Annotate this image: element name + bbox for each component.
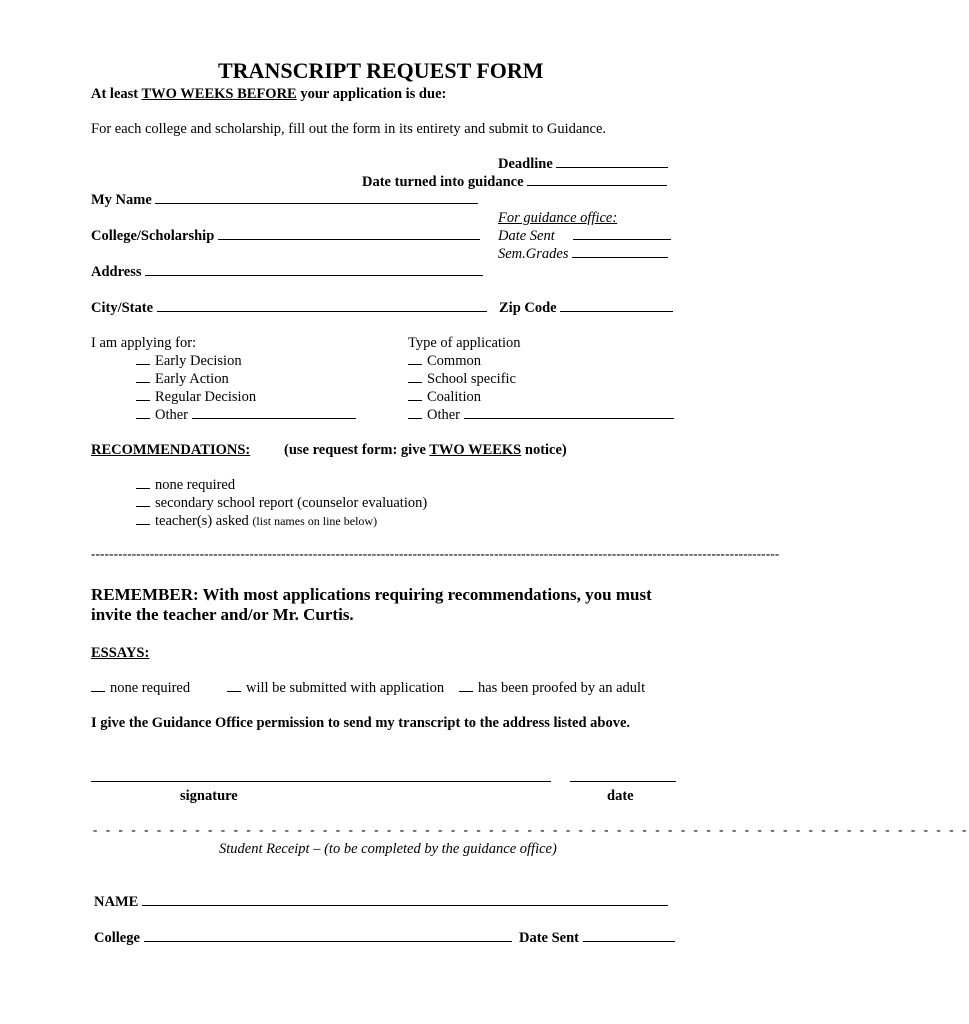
deadline-line[interactable] xyxy=(556,155,668,168)
intro-emphasis: TWO WEEKS BEFORE xyxy=(141,86,297,102)
dashed-separator: -------------------------------------------------------------------------------------------------------------------------------------------------------- xyxy=(91,546,780,561)
option-label: Regular Decision xyxy=(155,389,257,405)
option-label: teacher(s) asked xyxy=(155,513,253,529)
option-label: secondary school report (counselor evaluation) xyxy=(155,495,428,511)
my-name-field xyxy=(91,191,478,209)
receipt-name-line[interactable] xyxy=(142,893,668,906)
receipt-date-sent-line[interactable] xyxy=(583,929,675,942)
my-name-label: My Name xyxy=(91,192,152,208)
app-type-option-other[interactable] xyxy=(408,406,674,424)
checkbox-blank[interactable] xyxy=(136,476,150,489)
intro-line xyxy=(91,85,446,103)
address-line[interactable] xyxy=(145,263,483,276)
checkbox-blank[interactable] xyxy=(136,352,150,365)
rec-option-secondary-school-report[interactable] xyxy=(136,494,427,512)
app-type-option-common[interactable] xyxy=(408,352,481,370)
option-label: has been proofed by an adult xyxy=(478,680,646,696)
checkbox-blank[interactable] xyxy=(136,406,150,419)
essays-heading: ESSAYS: xyxy=(91,645,150,661)
essay-option-will-be-submitted[interactable] xyxy=(227,679,444,697)
date-label: date xyxy=(607,788,634,804)
option-label: none required xyxy=(155,477,236,493)
recommendations-note xyxy=(284,441,567,459)
signature-line[interactable] xyxy=(91,781,551,782)
receipt-college-line[interactable] xyxy=(144,929,512,942)
checkbox-blank[interactable] xyxy=(459,679,473,692)
intro-prefix: At least xyxy=(91,86,142,102)
guidance-date-sent-label: Date Sent xyxy=(498,228,555,244)
checkbox-blank[interactable] xyxy=(408,388,422,401)
applying-for-heading: I am applying for: xyxy=(91,335,197,351)
address-field xyxy=(91,263,483,281)
college-scholarship-field xyxy=(91,227,480,245)
city-state-field xyxy=(91,299,487,317)
option-label: will be submitted with application xyxy=(246,680,445,696)
guidance-sem-grades-label: Sem.Grades xyxy=(498,246,569,262)
form-title: TRANSCRIPT REQUEST FORM xyxy=(218,58,544,83)
applying-option-early-action[interactable] xyxy=(136,370,229,388)
option-label: Early Action xyxy=(155,371,229,387)
checkbox-blank[interactable] xyxy=(136,512,150,525)
applying-option-early-decision[interactable] xyxy=(136,352,242,370)
guidance-date-sent-line[interactable] xyxy=(573,227,671,240)
date-turned-in-line[interactable] xyxy=(527,173,667,186)
receipt-college-label: College xyxy=(94,930,140,946)
checkbox-blank[interactable] xyxy=(136,494,150,507)
checkbox-blank[interactable] xyxy=(408,406,422,419)
checkbox-blank[interactable] xyxy=(227,679,241,692)
checkbox-blank[interactable] xyxy=(408,352,422,365)
receipt-date-sent-field xyxy=(519,929,675,947)
app-type-option-coalition[interactable] xyxy=(408,388,481,406)
city-state-label: City/State xyxy=(91,300,154,316)
option-label: Coalition xyxy=(427,389,481,405)
guidance-sem-grades-line[interactable] xyxy=(572,245,668,258)
application-type-heading: Type of application xyxy=(408,335,521,351)
receipt-date-sent-label: Date Sent xyxy=(519,930,580,946)
rec-option-none-required[interactable] xyxy=(136,476,235,494)
applying-option-regular-decision[interactable] xyxy=(136,388,256,406)
note-suffix: notice) xyxy=(521,442,567,458)
app-type-other-line[interactable] xyxy=(464,406,674,419)
option-label: Other xyxy=(155,407,189,423)
signature-label: signature xyxy=(180,788,238,804)
signature-date-line[interactable] xyxy=(570,781,676,782)
option-label: none required xyxy=(110,680,191,696)
checkbox-blank[interactable] xyxy=(408,370,422,383)
intro-suffix: your application is due: xyxy=(296,86,447,102)
receipt-college-field xyxy=(94,929,512,947)
option-label: Other xyxy=(427,407,461,423)
zip-code-field xyxy=(499,299,673,317)
zip-code-label: Zip Code xyxy=(499,300,557,316)
checkbox-blank[interactable] xyxy=(136,370,150,383)
zip-code-line[interactable] xyxy=(560,299,673,312)
date-turned-in-field xyxy=(362,173,667,191)
essay-option-proofed[interactable] xyxy=(459,679,645,697)
rec-option-teachers-asked[interactable] xyxy=(136,512,377,530)
receipt-name-field xyxy=(94,893,668,911)
college-scholarship-label: College/Scholarship xyxy=(91,228,215,244)
receipt-title: Student Receipt – (to be completed by the guidance office) xyxy=(219,841,557,857)
instructions-text: For each college and scholarship, fill out the form in its entirety and submit to Guidance. xyxy=(91,121,607,137)
guidance-sem-grades-field xyxy=(498,245,668,263)
applying-option-other[interactable] xyxy=(136,406,356,424)
guidance-office-heading: For guidance office: xyxy=(498,210,618,226)
address-label: Address xyxy=(91,264,142,280)
deadline-field xyxy=(498,155,668,173)
note-prefix: (use request form: give xyxy=(284,442,430,458)
recommendations-heading: RECOMMENDATIONS: xyxy=(91,442,251,458)
receipt-separator: - - - - - - - - - - - - - - - - - - - - - - - - - - - - - - - - - - - - - - - - - - - - - - - - - - - - - - - - - - - - - - - - - - - - - xyxy=(93,822,969,837)
applying-other-line[interactable] xyxy=(192,406,356,419)
option-label: Common xyxy=(427,353,481,369)
my-name-line[interactable] xyxy=(155,191,478,204)
teacher-note: (list names on line below) xyxy=(252,514,378,528)
receipt-name-label: NAME xyxy=(94,894,139,910)
essay-option-none-required[interactable] xyxy=(91,679,190,697)
college-scholarship-line[interactable] xyxy=(218,227,480,240)
checkbox-blank[interactable] xyxy=(136,388,150,401)
checkbox-blank[interactable] xyxy=(91,679,105,692)
option-label: Early Decision xyxy=(155,353,242,369)
guidance-date-sent-field xyxy=(498,227,671,245)
city-state-line[interactable] xyxy=(157,299,487,312)
deadline-label: Deadline xyxy=(498,156,553,172)
app-type-option-school-specific[interactable] xyxy=(408,370,516,388)
note-emphasis: TWO WEEKS xyxy=(429,442,522,458)
permission-statement: I give the Guidance Office permission to send my transcript to the address listed above. xyxy=(91,715,631,731)
remember-notice: REMEMBER: With most applications requiring recommendations, you must invite the teacher and/or Mr. Curtis. xyxy=(91,585,652,624)
option-label: School specific xyxy=(427,371,516,387)
date-turned-in-label: Date turned into guidance xyxy=(362,174,524,190)
